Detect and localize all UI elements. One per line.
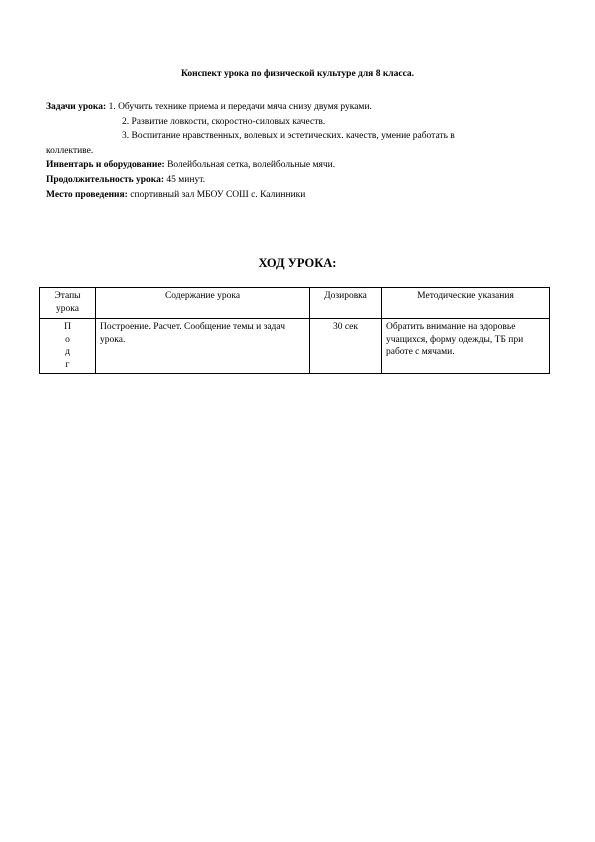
dosage-cell: 30 сек [310,319,382,374]
equipment-line [46,158,556,173]
stage-letter: д [65,347,70,357]
header-notes: Методические указания [382,288,550,319]
lesson-plan-table [39,287,550,374]
notes-cell: Обратить внимание на здоровье учащихся, форму одежды, ТБ при работе с мячами. [382,319,550,374]
lesson-info [46,100,556,202]
table-row [40,319,550,374]
task-3-continuation: коллективе. [46,145,94,156]
header-content: Содержание урока [96,288,310,319]
header-stage: Этапы урока [40,288,96,319]
section-heading: ХОД УРОКА: [258,256,337,270]
stage-letter: г [65,359,70,370]
table-header-row [40,288,550,319]
place-label: Место проведения: [46,189,128,200]
place-value: спортивный зал МБОУ СОШ с. Калинники [130,189,306,200]
task-1: 1. Обучить технике приема и передачи мяча снизу двумя руками. [108,102,372,112]
stage-cell [40,319,96,374]
equipment-value: Волейбольная сетка, волейбольные мячи. [167,160,336,171]
document-title: Конспект урока по физической культуре для 8 класса. [180,69,415,79]
equipment-label: Инвентарь и оборудование: [46,160,165,171]
stage-letter: о [65,334,70,345]
content-cell: Построение. Расчет. Сообщение темы и задач урока. [96,319,310,374]
place-line [46,188,556,203]
tasks-line [46,100,556,115]
stage-letter: П [64,322,71,332]
duration-line [46,173,556,188]
task-2: 2. Развитие ловкости, скоростно-силовых качеств. [122,116,326,127]
header-dosage: Дозировка [310,288,382,319]
task-3: 3. Воспитание нравственных, волевых и эстетических. качеств, умение работать в [122,131,455,142]
duration-label: Продолжительность урока: [46,174,165,185]
duration-value: 45 минут. [166,174,206,185]
tasks-label: Задачи урока: [46,102,107,112]
